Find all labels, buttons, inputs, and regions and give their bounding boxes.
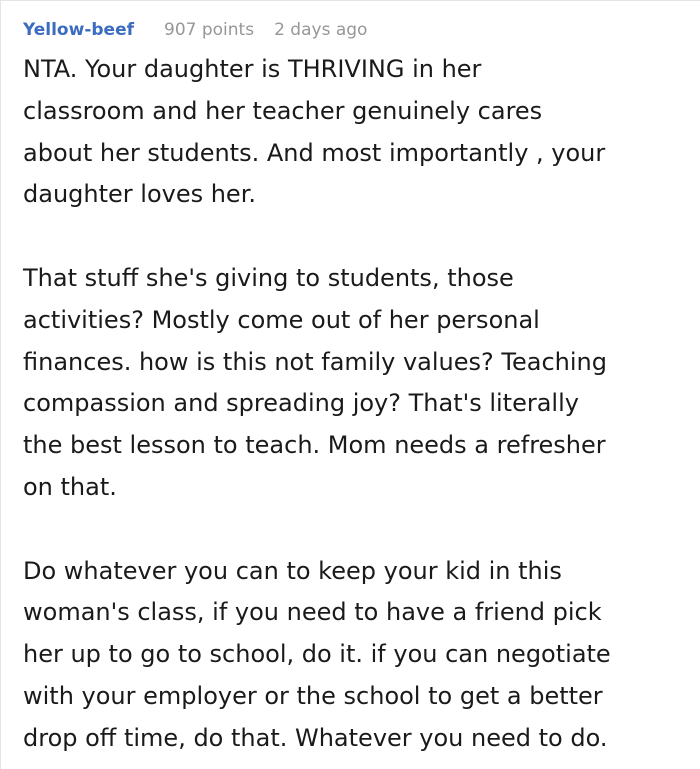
comment-line: with your employer or the school to get a better	[23, 681, 603, 710]
comment-line: about her students. And most importantly , your	[23, 138, 606, 167]
author-link[interactable]: Yellow-beef	[23, 20, 134, 40]
comment-line: compassion and spreading joy? That's literally	[23, 389, 579, 418]
comment-meta	[23, 15, 700, 45]
comment-paragraph	[23, 258, 700, 509]
comment-line: the best lesson to teach. Mom needs a refresher	[23, 431, 606, 460]
comment-line: NTA. Your daughter is THRIVING in her	[23, 55, 482, 83]
comment-line: her up to go to school, do it. if you can negotiate	[23, 640, 611, 669]
comment-line: Do whatever you can to keep your kid in this	[23, 556, 562, 585]
comment-line: classroom and her teacher genuinely cares	[23, 96, 543, 125]
comment-paragraph	[23, 551, 700, 760]
comment-line: drop off time, do that. Whatever you need to do.	[23, 723, 608, 752]
comment-body	[23, 49, 700, 760]
comment-line: finances. how is this not family values? Teaching	[23, 347, 607, 376]
comment-line: woman's class, if you need to have a friend pick	[23, 598, 602, 627]
points-count: 907 points	[164, 20, 255, 40]
comment-line: activities? Mostly come out of her personal	[23, 305, 540, 334]
comment-line: on that.	[23, 472, 117, 501]
comment-line: That stuff she's giving to students, those	[23, 263, 514, 292]
comment-paragraph	[23, 49, 700, 216]
timestamp: 2 days ago	[274, 20, 368, 40]
comment-line: daughter loves her.	[23, 180, 256, 209]
